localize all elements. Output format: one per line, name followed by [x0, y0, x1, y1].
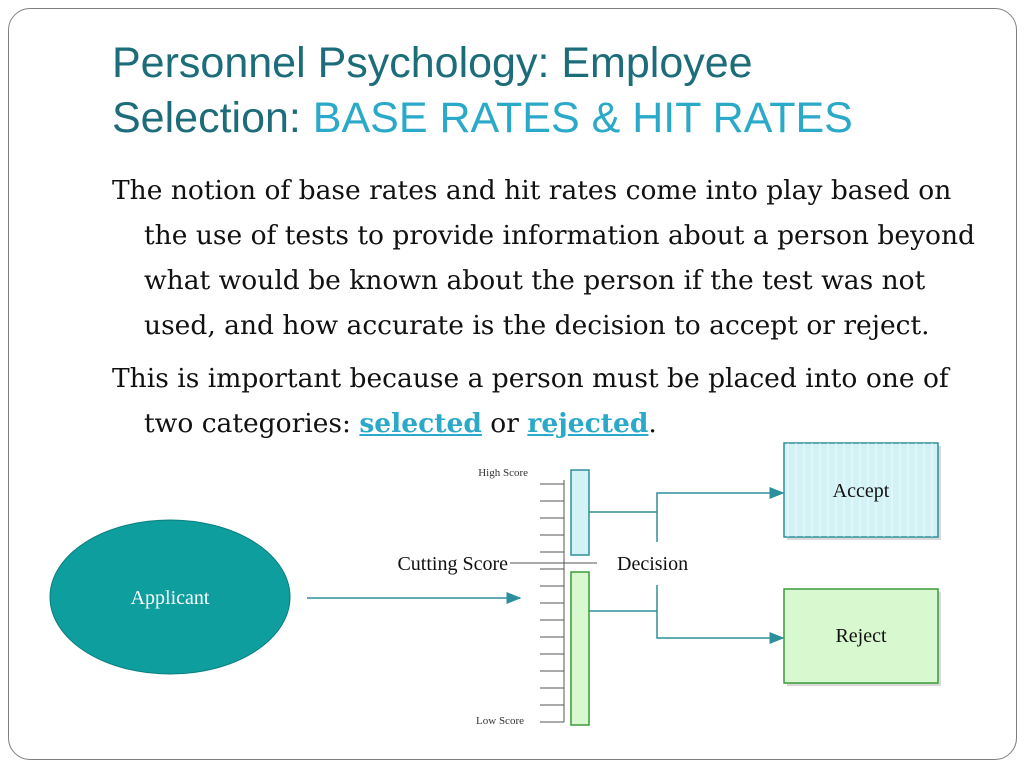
selected-link[interactable]: selected	[359, 408, 482, 439]
title-line-2-prefix: Selection:	[112, 94, 313, 142]
reject-arrow	[657, 585, 783, 638]
or-text: or	[481, 408, 528, 439]
accept-range-bar	[571, 470, 589, 555]
cutting-score-label: Cutting Score	[397, 553, 508, 575]
high-score-label: High Score	[478, 467, 528, 479]
rejected-link[interactable]: rejected	[527, 408, 649, 439]
applicant-label: Applicant	[130, 587, 210, 609]
period-text: .	[648, 408, 657, 439]
reject-range-bar	[571, 572, 589, 725]
low-score-label: Low Score	[476, 715, 524, 727]
decision-label: Decision	[617, 553, 689, 575]
reject-label: Reject	[835, 625, 887, 647]
accept-label: Accept	[832, 480, 890, 502]
bullet-1: The notion of base rates and hit rates come into play based on the use of tests to provide information about a person beyond what would be known about the person if the test was not used, and how accurate is the decision to accept or reject.	[112, 175, 976, 341]
accept-arrow	[657, 493, 783, 542]
title-highlight: BASE RATES & HIT RATES	[312, 94, 853, 142]
bullet-2-text: This is important because a person must be placed into one of two categories:	[112, 363, 949, 439]
title-line-1: Personnel Psychology: Employee	[112, 39, 753, 87]
score-ticks	[540, 484, 564, 722]
